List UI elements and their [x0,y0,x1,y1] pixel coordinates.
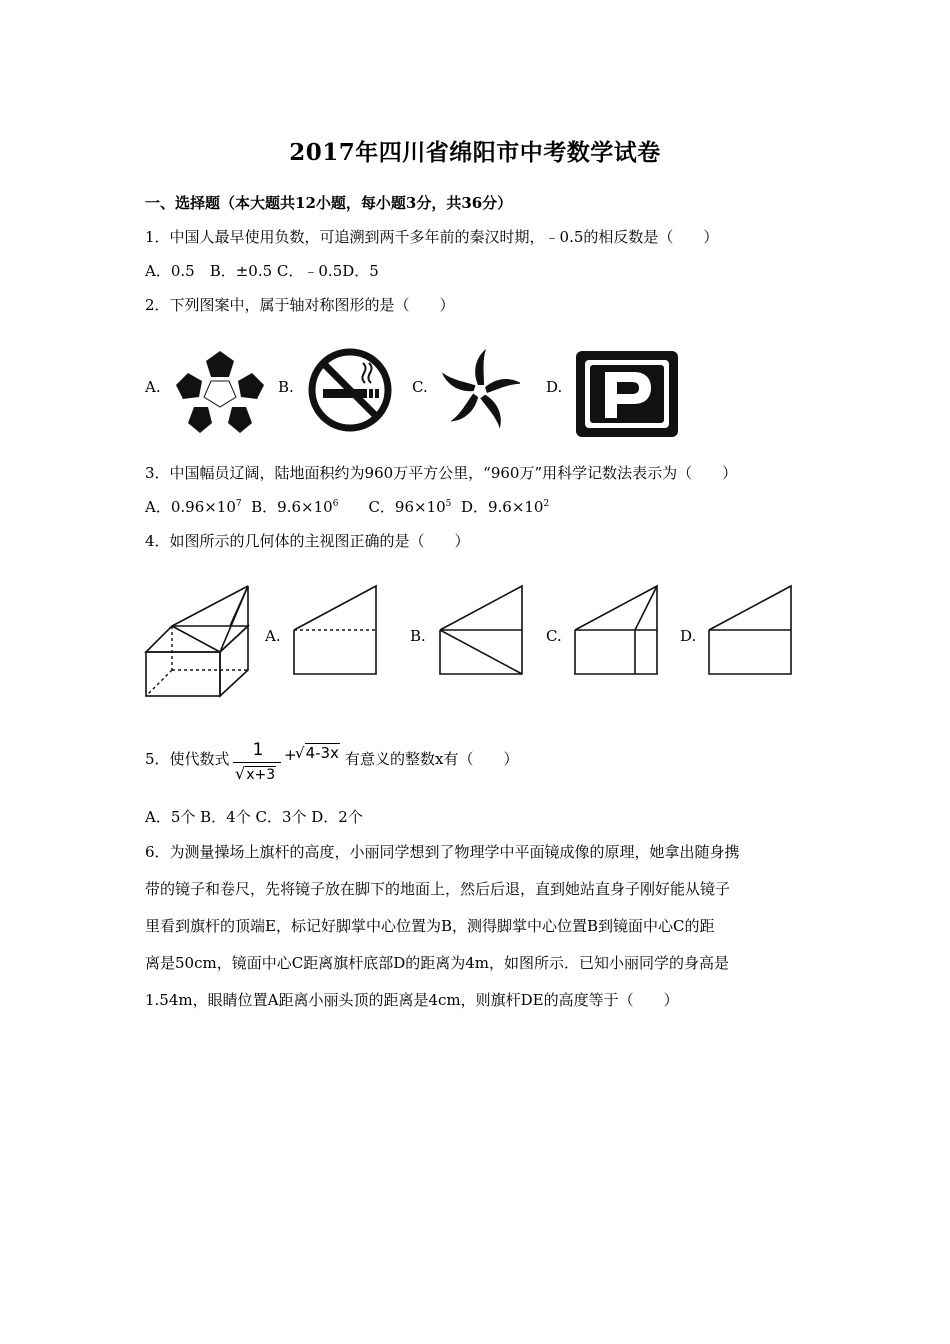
q3-option-b: B．9.6×10 [241,498,333,516]
q3-option-a: A．0.96×10 [145,498,236,516]
parking-p-icon [575,350,679,438]
question-1-stem: 1．中国人最早使用负数，可追溯到两千多年前的秦汉时期，﹣0.5的相反数是（ ） [145,228,719,246]
section-heading: 一、选择题（本大题共12小题，每小题3分，共36分） [145,194,513,212]
q5-radical-sign-2: √ [295,744,305,762]
q3-option-c-exponent: 5 [445,499,452,509]
q3-option-a-exponent: 7 [235,499,242,509]
q4-option-b-figure [436,584,526,676]
question-6-line-5: 1.54m，眼睛位置A距离小丽头顶的距离是4cm，则旗杆DE的高度等于（ ） [145,991,679,1009]
q4-label-a: A. [265,627,281,645]
question-4-stem: 4．如图所示的几何体的主视图正确的是（ ） [145,532,470,550]
q4-option-a-figure [290,584,380,676]
q3-option-d: D．9.6×10 [451,498,544,516]
q2-label-a: A. [145,378,161,396]
q5-fraction [233,740,283,783]
q3-option-b-exponent: 6 [332,499,339,509]
geometric-solid-figure [140,582,260,702]
pinwheel-icon [440,348,520,434]
question-3-options [145,496,549,517]
q5-denominator-expr: x+3 [246,767,276,783]
q2-label-d: D. [546,378,563,396]
question-6-line-2: 带的镜子和卷尺，先将镜子放在脚下的地面上，然后后退，直到她站直身子刚好能从镜子 [145,880,731,898]
q5-prefix: 5．使代数式 [145,750,230,768]
question-6-line-4: 离是50cm，镜面中心C距离旗杆底部D的距离为4m，如图所示．已知小丽同学的身高是 [145,954,729,972]
q2-label-c: C. [412,378,428,396]
q4-label-b: B. [410,627,426,645]
question-6-line-3: 里看到旗杆的顶端E，标记好脚掌中心位置为B，测得脚掌中心位置B到镜面中心C的距 [145,917,715,935]
q4-label-c: C. [546,627,562,645]
q2-label-b: B. [278,378,294,396]
q5-root-term [295,744,340,762]
q5-suffix: 有意义的整数x有（ ） [345,750,519,768]
q3-option-c: C．96×10 [338,498,446,516]
q5-root-expr: 4-3x [305,744,339,762]
pentagon-pattern-icon [170,345,270,437]
question-3-stem: 3．中国幅员辽阔，陆地面积约为960万平方公里，“960万”用科学记数法表示为（ ） [145,464,738,482]
q4-option-d-figure [705,584,795,676]
no-smoking-icon [305,345,395,435]
page-title: 2017年四川省绵阳市中考数学试卷 [289,139,661,166]
q5-plus: + [284,746,297,764]
q5-numerator: 1 [252,740,264,760]
q4-option-c-figure [571,584,661,676]
q5-fraction-bar [233,762,281,763]
question-5-options: A．5个 B．4个 C．3个 D．2个 [145,808,363,826]
question-1-options: A．0.5 B．±0.5 C．﹣0.5D．5 [145,262,379,280]
q3-option-d-exponent: 2 [543,499,550,509]
q4-label-d: D. [680,627,697,645]
q5-denominator [235,764,276,783]
q5-radical-sign: √ [235,764,246,783]
question-6-line-1: 6．为测量操场上旗杆的高度，小丽同学想到了物理学中平面镜成像的原理，她拿出随身携 [145,843,740,861]
question-2-stem: 2．下列图案中，属于轴对称图形的是（ ） [145,296,455,314]
